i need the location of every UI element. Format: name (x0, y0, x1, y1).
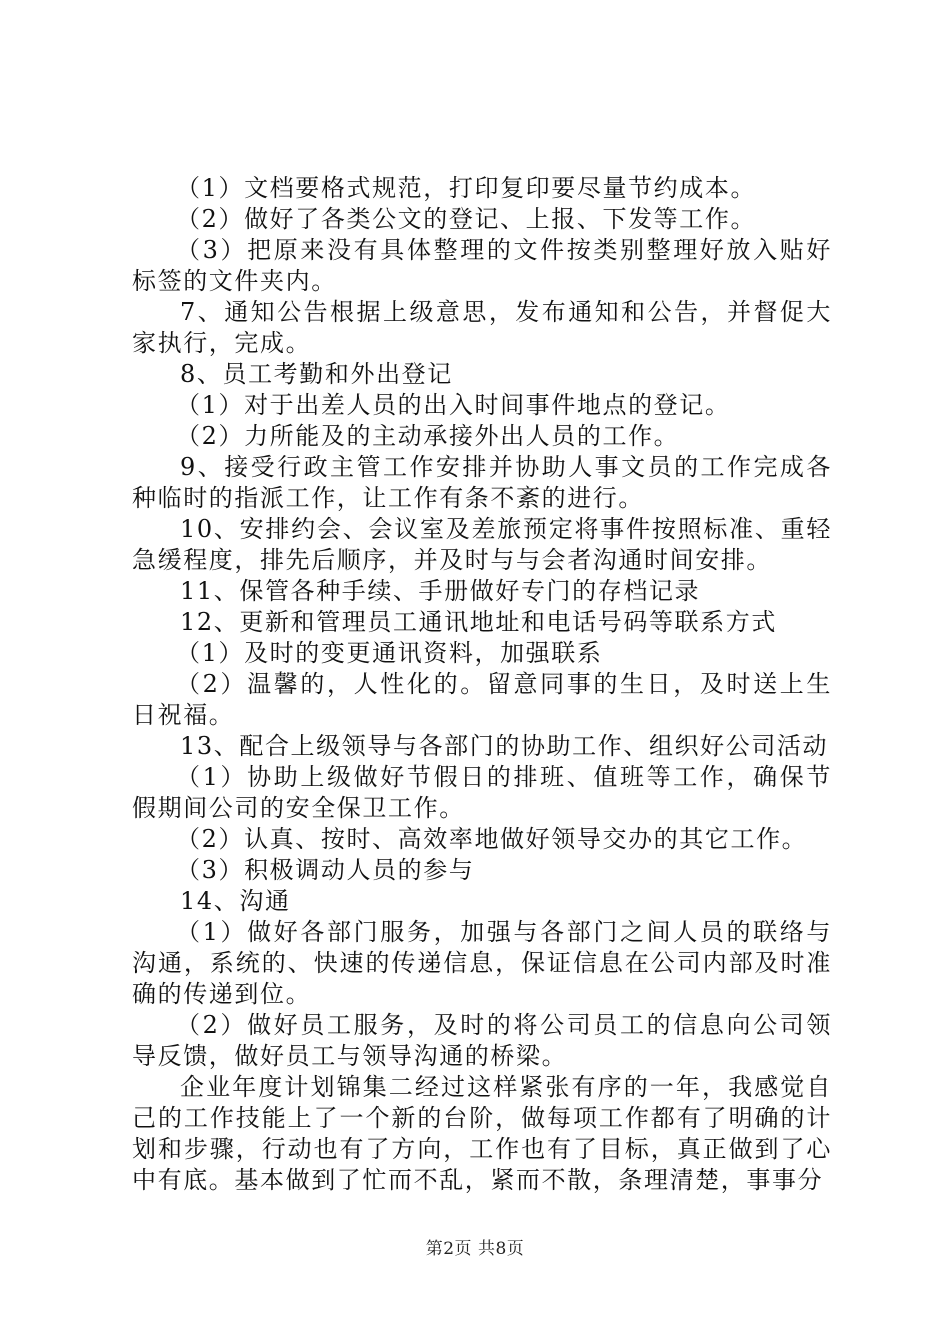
paragraph-2: （2）做好了各类公文的登记、上报、下发等工作。 (176, 205, 757, 233)
paragraph-13: （2）温馨的，人性化的。留意同事的生日，及时送上生日祝福。 (132, 670, 832, 729)
paragraph-7: （2）力所能及的主动承接外出人员的工作。 (176, 422, 680, 450)
paragraph-14: 13、配合上级领导与各部门的协助工作、组织好公司活动 (180, 732, 829, 760)
paragraph-6: （1）对于出差人员的出入时间事件地点的登记。 (176, 391, 731, 419)
paragraph-5: 8、员工考勤和外出登记 (180, 360, 453, 388)
paragraph-16: （2）认真、按时、高效率地做好领导交办的其它工作。 (176, 825, 808, 853)
document-body (132, 173, 832, 1196)
paragraph-3: （3）把原来没有具体整理的文件按类别整理好放入贴好标签的文件夹内。 (132, 236, 832, 295)
paragraph-15: （1）协助上级做好节假日的排班、值班等工作，确保节假期间公司的安全保卫工作。 (132, 763, 832, 822)
paragraph-10: 11、保管各种手续、手册做好专门的存档记录 (180, 577, 701, 605)
page-number-footer: 第2页 共8页 (425, 1239, 525, 1259)
paragraph-9: 10、安排约会、会议室及差旅预定将事件按照标准、重轻急缓程度，排先后顺序，并及时与与会者沟通时间安排。 (132, 515, 832, 574)
paragraph-8: 9、接受行政主管工作安排并协助人事文员的工作完成各种临时的指派工作，让工作有条不紊的进行。 (132, 453, 832, 512)
paragraph-20: （2）做好员工服务，及时的将公司员工的信息向公司领导反馈，做好员工与领导沟通的桥梁。 (132, 1011, 832, 1070)
paragraph-18: 14、沟通 (180, 887, 291, 915)
paragraph-4: 7、通知公告根据上级意思，发布通知和公告，并督促大家执行，完成。 (132, 298, 832, 357)
paragraph-17: （3）积极调动人员的参与 (176, 856, 475, 884)
paragraph-21: 企业年度计划锦集二经过这样紧张有序的一年，我感觉自己的工作技能上了一个新的台阶，做每项工作都有了明确的计划和步骤，行动也有了方向，工作也有了目标，真正做到了心中有底。基本做到了忙而不乱，紧而不散，条理清楚，事事分 (132, 1073, 832, 1194)
paragraph-1: （1）文档要格式规范，打印复印要尽量节约成本。 (176, 174, 757, 202)
paragraph-12: （1）及时的变更通讯资料，加强联系 (176, 639, 603, 667)
paragraph-19: （1）做好各部门服务，加强与各部门之间人员的联络与沟通，系统的、快速的传递信息，保证信息在公司内部及时准确的传递到位。 (132, 918, 832, 1008)
paragraph-11: 12、更新和管理员工通讯地址和电话号码等联系方式 (180, 608, 777, 636)
